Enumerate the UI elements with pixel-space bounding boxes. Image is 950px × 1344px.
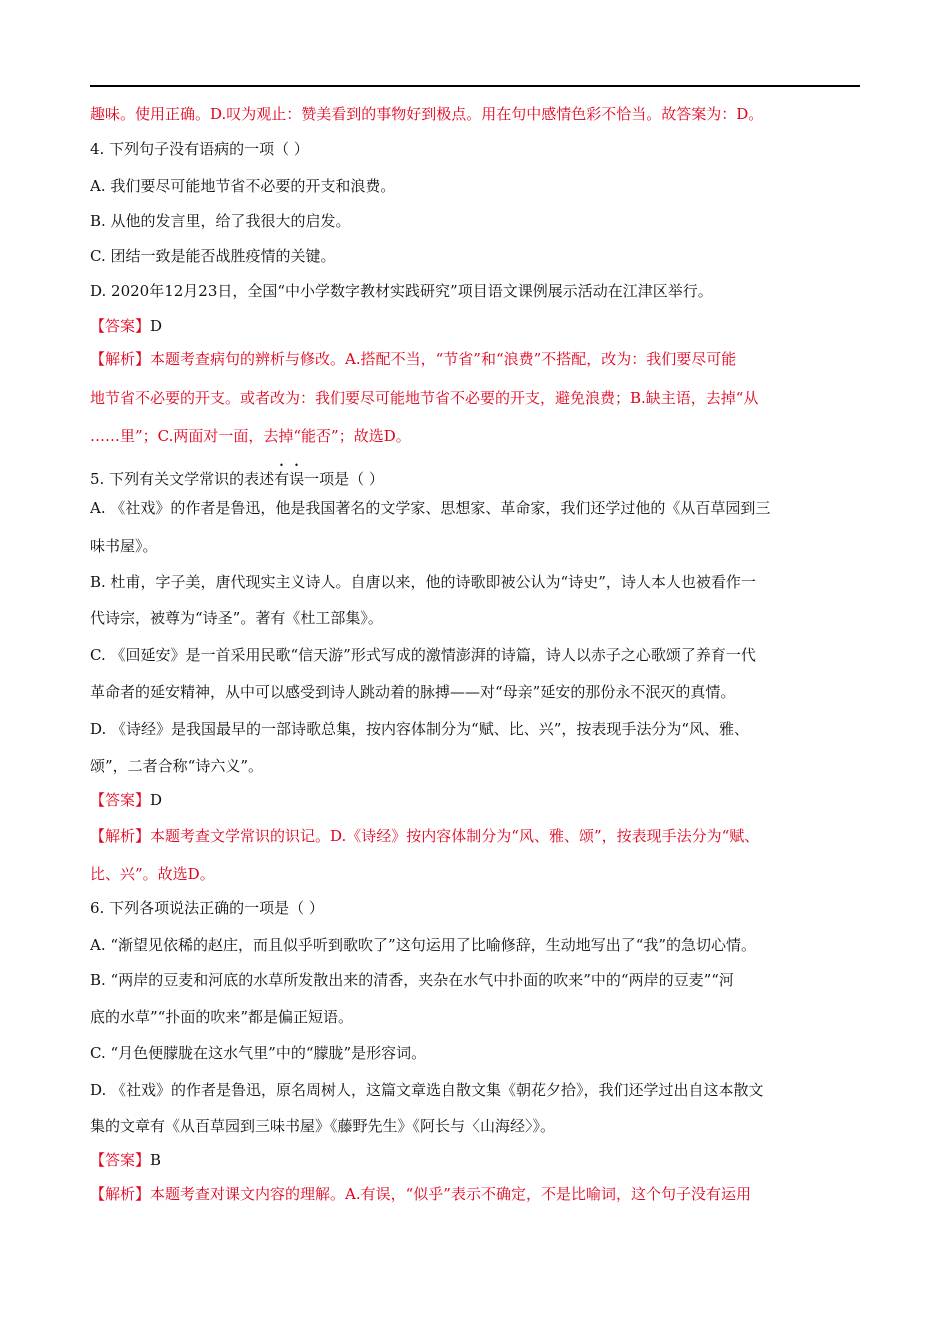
q6-stem: 6. 下列各项说法正确的一项是（ ） bbox=[90, 899, 324, 917]
q5-stem-emphasis: 有误 bbox=[274, 470, 305, 488]
top-explanation: 趣味。使用正确。D.叹为观止：赞美看到的事物好到极点。用在句中感情色彩不恰当。故答案为：D。 bbox=[90, 105, 764, 123]
header-rule bbox=[90, 85, 860, 87]
analysis-text: 本题考查对课文内容的理解。A.有误，“似乎”表示不确定，不是比喻词，这个句子没有运用 bbox=[150, 1185, 751, 1203]
q4-analysis-line-2: 地节省不必要的开支。或者改为：我们要尽可能地节省不必要的开支，避免浪费；B.缺主语，去掉“从 bbox=[90, 389, 759, 407]
answer-tag: 【答案】 bbox=[90, 791, 151, 809]
q5-option-c-line-1: C. 《回延安》是一首采用民歌“信天游”形式写成的激情澎湃的诗篇，诗人以赤子之心歌颂了养育一代 bbox=[90, 646, 756, 664]
answer-value: D bbox=[150, 791, 163, 809]
analysis-tag: 【解析】 bbox=[90, 1185, 151, 1203]
analysis-text: 本题考查病句的辨析与修改。A.搭配不当，“节省”和“浪费”不搭配，改为：我们要尽可能 bbox=[150, 350, 737, 368]
q5-analysis-line-2: 比、兴”。故选D。 bbox=[90, 865, 215, 883]
q5-analysis-line-1 bbox=[90, 826, 860, 846]
q5-option-d-line-1: D. 《诗经》是我国最早的一部诗歌总集，按内容体制分为“赋、比、兴”，按表现手法分为“风、雅、 bbox=[90, 720, 750, 738]
q4-stem: 4. 下列句子没有语病的一项（ ） bbox=[90, 140, 309, 158]
answer-value: B bbox=[150, 1151, 162, 1169]
q5-option-d-line-2: 颂”，二者合称“诗六义”。 bbox=[90, 757, 264, 775]
q6-option-b-line-1: B. “两岸的豆麦和河底的水草所发散出来的清香，夹杂在水气中扑面的吹来”中的“两岸的豆麦”“河 bbox=[90, 971, 734, 989]
q6-option-d-line-2: 集的文章有《从百草园到三味书屋》《藤野先生》《阿长与〈山海经〉》。 bbox=[90, 1117, 556, 1135]
q5-option-c-line-2: 革命者的延安精神，从中可以感受到诗人跳动着的脉搏——对“母亲”延安的那份永不泯灭的真情。 bbox=[90, 683, 736, 701]
q5-stem-after: 一项是（ ） bbox=[304, 470, 384, 488]
q5-answer bbox=[90, 790, 860, 810]
q4-option-a: A. 我们要尽可能地节省不必要的开支和浪费。 bbox=[90, 177, 396, 195]
answer-tag: 【答案】 bbox=[90, 317, 151, 335]
analysis-text: 本题考查文学常识的识记。D.《诗经》按内容体制分为“风、雅、颂”，按表现手法分为“赋、 bbox=[150, 827, 760, 845]
q5-option-b-line-1: B. 杜甫，字子美，唐代现实主义诗人。自唐以来，他的诗歌即被公认为“诗史”，诗人本人也被看作一 bbox=[90, 573, 756, 591]
q6-option-c: C. “月色便朦胧在这水气里”中的“朦胧”是形容词。 bbox=[90, 1044, 427, 1062]
q6-option-d-line-1: D. 《社戏》的作者是鲁迅，原名周树人，这篇文章选自散文集《朝花夕拾》，我们还学过出自这本散文 bbox=[90, 1081, 764, 1099]
q6-analysis-line-1 bbox=[90, 1184, 860, 1204]
analysis-tag: 【解析】 bbox=[90, 827, 151, 845]
q4-option-b: B. 从他的发言里，给了我很大的启发。 bbox=[90, 212, 351, 230]
q6-option-a: A. “渐望见依稀的赵庄，而且似乎听到歌吹了”这句运用了比喻修辞，生动地写出了“我”的急切心情。 bbox=[90, 936, 757, 954]
q5-option-b-line-2: 代诗宗，被尊为“诗圣”。著有《杜工部集》。 bbox=[90, 609, 383, 627]
answer-tag: 【答案】 bbox=[90, 1151, 151, 1169]
analysis-tag: 【解析】 bbox=[90, 350, 151, 368]
q6-option-b-line-2: 底的水草”“扑面的吹来”都是偏正短语。 bbox=[90, 1008, 354, 1026]
q4-option-c: C. 团结一致是能否战胜疫情的关键。 bbox=[90, 247, 336, 265]
q4-analysis-line-1 bbox=[90, 349, 860, 369]
q5-stem-before: 5. 下列有关文学常识的表述 bbox=[90, 470, 275, 488]
q5-option-a-line-2: 味书屋》。 bbox=[90, 537, 158, 555]
q5-option-a-line-1: A. 《社戏》的作者是鲁迅，他是我国著名的文学家、思想家、革命家，我们还学过他的《从百草园到三 bbox=[90, 499, 771, 517]
q4-analysis-line-3: ……里”；C.两面对一面，去掉“能否”；故选D。 bbox=[90, 427, 411, 445]
answer-value: D bbox=[150, 317, 163, 335]
q5-stem bbox=[90, 461, 860, 489]
q4-answer bbox=[90, 316, 860, 336]
q4-option-d: D. 2020年12月23日，全国“中小学数字教材实践研究”项目语文课例展示活动在江津区举行。 bbox=[90, 282, 713, 300]
q6-answer bbox=[90, 1150, 860, 1170]
